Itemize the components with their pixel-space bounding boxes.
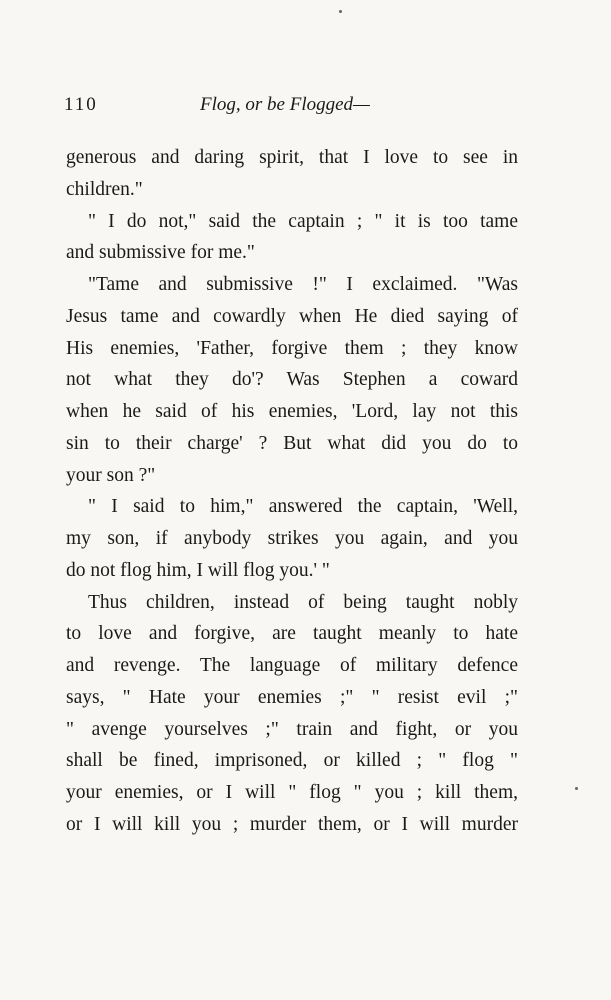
text-line: " I do not," said the captain ; " it is too tame: [88, 210, 518, 232]
running-title: Flog, or be Flogged—: [200, 94, 370, 115]
page-number: 110: [64, 94, 98, 115]
text-line: generous and daring spirit, that I love to see in: [66, 147, 518, 168]
text-line: " I said to him," answered the captain, 'Well,: [88, 496, 518, 518]
text-line: your son ?": [66, 464, 156, 486]
body-text: [66, 142, 518, 841]
text-line: shall be fined, imprisoned, or killed ; " flog ": [66, 750, 518, 772]
text-line: Jesus tame and cowardly when He died saying of: [66, 305, 518, 327]
text-line: Thus children, instead of being taught nobly: [88, 591, 518, 613]
paper-speck: [339, 10, 342, 13]
text-line: your enemies, or I will " flog " you ; kill them,: [66, 782, 518, 803]
page-header: [64, 94, 534, 124]
text-line: children.": [66, 178, 143, 200]
text-line: do not flog him, I will flog you.' ": [66, 559, 330, 581]
text-line: and revenge. The language of military defence: [66, 655, 518, 676]
text-line: or I will kill you ; murder them, or I will murder: [66, 813, 518, 835]
text-line: sin to their charge' ? But what did you do to: [66, 432, 518, 454]
text-line: and submissive for me.": [66, 242, 255, 264]
text-line: His enemies, 'Father, forgive them ; they know: [66, 337, 518, 359]
text-line: " avenge yourselves ;" train and fight, or you: [66, 718, 518, 740]
text-line: not what they do'? Was Stephen a coward: [66, 369, 518, 391]
text-line: "Tame and submissive !" I exclaimed. "Was: [88, 274, 518, 295]
text-line: says, " Hate your enemies ;" " resist evil ;": [66, 686, 518, 708]
text-line: when he said of his enemies, 'Lord, lay not this: [66, 401, 518, 422]
text-line: to love and forgive, are taught meanly to hate: [66, 623, 518, 645]
text-line: my son, if anybody strikes you again, and you: [66, 528, 518, 549]
paper-speck: [575, 787, 578, 790]
